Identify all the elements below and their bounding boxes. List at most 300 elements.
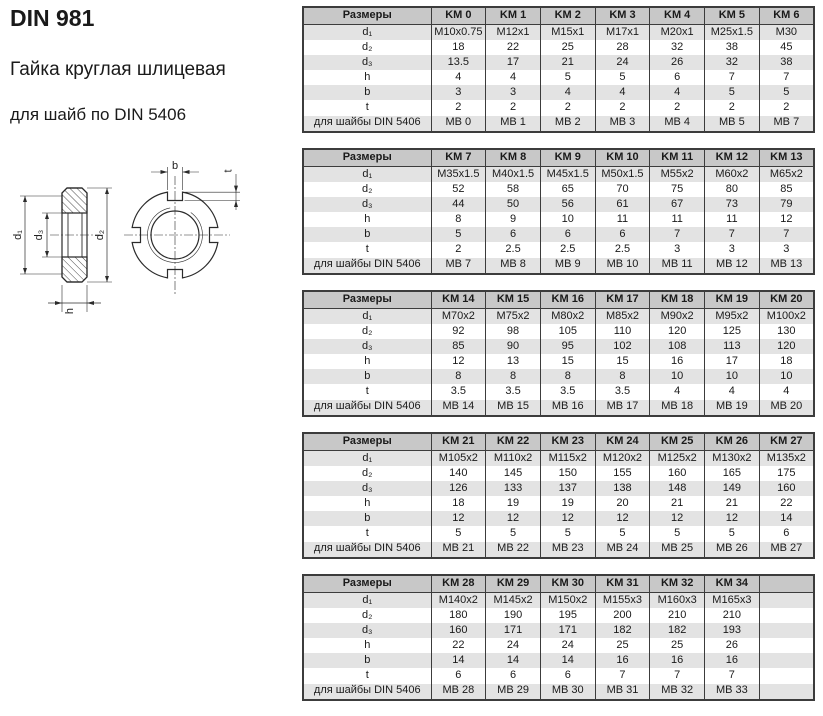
value-cell: 5 (595, 526, 650, 541)
table-row (303, 116, 814, 132)
row-label: b (303, 511, 431, 526)
value-cell: 6 (759, 526, 814, 541)
value-cell: MB 28 (431, 684, 486, 700)
row-label: d₃ (303, 55, 431, 70)
value-cell: 65 (540, 182, 595, 197)
value-cell: 138 (595, 481, 650, 496)
value-cell: 7 (650, 668, 705, 683)
value-cell: MB 20 (759, 400, 814, 416)
value-cell: M17x1 (595, 25, 650, 41)
value-cell: 21 (650, 496, 705, 511)
value-cell: 105 (540, 324, 595, 339)
value-cell: 102 (595, 339, 650, 354)
column-header: KM 22 (486, 433, 541, 451)
value-cell: 14 (431, 653, 486, 668)
value-cell: MB 4 (650, 116, 705, 132)
table-row (303, 25, 814, 41)
value-cell: 9 (486, 212, 541, 227)
page-title: DIN 981 (10, 5, 95, 31)
column-header: KM 7 (431, 149, 486, 167)
row-label: d₁ (303, 167, 431, 183)
value-cell: MB 0 (431, 116, 486, 132)
value-cell: 67 (650, 197, 705, 212)
table-row (303, 400, 814, 416)
value-cell: 22 (486, 40, 541, 55)
value-cell: 5 (705, 85, 760, 100)
value-cell: MB 9 (540, 258, 595, 274)
value-cell: MB 16 (540, 400, 595, 416)
value-cell (759, 684, 814, 700)
table-row (303, 608, 814, 623)
value-cell: M40x1.5 (486, 167, 541, 183)
value-cell: 25 (650, 638, 705, 653)
column-header: KM 14 (431, 291, 486, 309)
row-label: d₁ (303, 309, 431, 325)
value-cell: M10x0.75 (431, 25, 486, 41)
column-header: KM 21 (431, 433, 486, 451)
value-cell: M145x2 (486, 593, 541, 609)
value-cell: 58 (486, 182, 541, 197)
dimension-table-5 (302, 574, 815, 701)
value-cell: 5 (431, 526, 486, 541)
row-label: t (303, 526, 431, 541)
table-row (303, 511, 814, 526)
value-cell: M50x1.5 (595, 167, 650, 183)
value-cell: M165x3 (705, 593, 760, 609)
value-cell: 6 (486, 227, 541, 242)
value-cell: 160 (759, 481, 814, 496)
value-cell: 12 (540, 511, 595, 526)
value-cell: 85 (759, 182, 814, 197)
column-header: KM 4 (650, 7, 705, 25)
dimension-table-3 (302, 290, 815, 417)
value-cell: 44 (431, 197, 486, 212)
value-cell: MB 18 (650, 400, 705, 416)
value-cell (759, 593, 814, 609)
table-row (303, 212, 814, 227)
dim-label-h: h (64, 307, 76, 315)
table-row (303, 85, 814, 100)
value-cell: 210 (705, 608, 760, 623)
row-label: h (303, 354, 431, 369)
value-cell: 171 (486, 623, 541, 638)
value-cell: 120 (759, 339, 814, 354)
value-cell: MB 19 (705, 400, 760, 416)
value-cell: 12 (431, 511, 486, 526)
table-row (303, 55, 814, 70)
value-cell: 126 (431, 481, 486, 496)
value-cell: M140x2 (431, 593, 486, 609)
value-cell: 13 (486, 354, 541, 369)
value-cell: 90 (486, 339, 541, 354)
value-cell: 5 (486, 526, 541, 541)
value-cell: M120x2 (595, 451, 650, 467)
value-cell: 7 (759, 227, 814, 242)
dimension-table-2 (302, 148, 815, 275)
value-cell: 32 (705, 55, 760, 70)
table-row (303, 258, 814, 274)
value-cell: MB 21 (431, 542, 486, 558)
value-cell: 5 (595, 70, 650, 85)
column-header: KM 2 (540, 7, 595, 25)
value-cell: MB 23 (540, 542, 595, 558)
dim-label-d1: d₁ (12, 230, 24, 240)
value-cell: 11 (650, 212, 705, 227)
value-cell: 7 (595, 668, 650, 683)
value-cell: 8 (431, 212, 486, 227)
value-cell: 5 (540, 70, 595, 85)
value-cell: 8 (540, 369, 595, 384)
value-cell: 7 (705, 668, 760, 683)
value-cell: 3.5 (486, 384, 541, 399)
value-cell: 140 (431, 466, 486, 481)
value-cell: 182 (595, 623, 650, 638)
row-label: t (303, 384, 431, 399)
value-cell: 130 (759, 324, 814, 339)
value-cell: 6 (650, 70, 705, 85)
table-row (303, 384, 814, 399)
value-cell: MB 31 (595, 684, 650, 700)
value-cell: 3.5 (540, 384, 595, 399)
table-row (303, 324, 814, 339)
value-cell: 28 (595, 40, 650, 55)
value-cell: 8 (595, 369, 650, 384)
value-cell: 24 (595, 55, 650, 70)
value-cell: 148 (650, 481, 705, 496)
value-cell: 21 (705, 496, 760, 511)
table-row (303, 339, 814, 354)
value-cell: 56 (540, 197, 595, 212)
row-label: h (303, 496, 431, 511)
value-cell: 155 (595, 466, 650, 481)
value-cell: 6 (431, 668, 486, 683)
value-cell: 17 (705, 354, 760, 369)
table-row (303, 526, 814, 541)
corner-header: Размеры (303, 433, 431, 451)
value-cell: 113 (705, 339, 760, 354)
dimension-table-1 (302, 6, 815, 133)
value-cell: 149 (705, 481, 760, 496)
value-cell: 4 (431, 70, 486, 85)
row-label: d₃ (303, 623, 431, 638)
value-cell: 16 (705, 653, 760, 668)
column-header (759, 575, 814, 593)
value-cell: 17 (486, 55, 541, 70)
value-cell: 7 (650, 227, 705, 242)
table-row (303, 542, 814, 558)
column-header: KM 26 (705, 433, 760, 451)
dim-label-d3: d₃ (33, 229, 45, 241)
value-cell: 2 (595, 100, 650, 115)
value-cell: MB 22 (486, 542, 541, 558)
column-header: KM 13 (759, 149, 814, 167)
page-note: для шайб по DIN 5406 (10, 105, 187, 124)
value-cell: 2 (431, 100, 486, 115)
column-header: KM 0 (431, 7, 486, 25)
value-cell: 12 (705, 511, 760, 526)
table-row (303, 100, 814, 115)
value-cell: 12 (431, 354, 486, 369)
value-cell: 2.5 (595, 242, 650, 257)
table-row (303, 354, 814, 369)
row-label: h (303, 212, 431, 227)
value-cell: 7 (759, 70, 814, 85)
value-cell: 145 (486, 466, 541, 481)
row-label: для шайбы DIN 5406 (303, 542, 431, 558)
value-cell: 137 (540, 481, 595, 496)
value-cell: M95x2 (705, 309, 760, 325)
value-cell: 80 (705, 182, 760, 197)
row-label: d₂ (303, 324, 431, 339)
column-header: KM 10 (595, 149, 650, 167)
value-cell: 38 (759, 55, 814, 70)
value-cell: M15x1 (540, 25, 595, 41)
column-header: KM 5 (705, 7, 760, 25)
value-cell: 2 (540, 100, 595, 115)
value-cell: 14 (759, 511, 814, 526)
table-row (303, 227, 814, 242)
table-row (303, 496, 814, 511)
value-cell: 13.5 (431, 55, 486, 70)
row-label: t (303, 242, 431, 257)
row-label: d₃ (303, 197, 431, 212)
row-label: для шайбы DIN 5406 (303, 684, 431, 700)
value-cell: 26 (705, 638, 760, 653)
table-row (303, 451, 814, 467)
value-cell: 6 (540, 227, 595, 242)
value-cell: 4 (705, 384, 760, 399)
value-cell: 3.5 (595, 384, 650, 399)
row-label: для шайбы DIN 5406 (303, 400, 431, 416)
value-cell: 61 (595, 197, 650, 212)
value-cell: 180 (431, 608, 486, 623)
row-label: d₁ (303, 25, 431, 41)
value-cell: MB 29 (486, 684, 541, 700)
value-cell: MB 24 (595, 542, 650, 558)
technical-drawing (0, 140, 300, 325)
row-label: d₂ (303, 182, 431, 197)
corner-header: Размеры (303, 291, 431, 309)
value-cell: 190 (486, 608, 541, 623)
value-cell: 3 (705, 242, 760, 257)
value-cell: MB 15 (486, 400, 541, 416)
page-subtitle: Гайка круглая шлицевая (10, 59, 226, 80)
value-cell: M25x1.5 (705, 25, 760, 41)
value-cell: M12x1 (486, 25, 541, 41)
column-header: KM 24 (595, 433, 650, 451)
table-row (303, 668, 814, 683)
value-cell: 4 (540, 85, 595, 100)
value-cell: M75x2 (486, 309, 541, 325)
column-header: KM 31 (595, 575, 650, 593)
column-header: KM 18 (650, 291, 705, 309)
value-cell: 18 (431, 496, 486, 511)
value-cell: 95 (540, 339, 595, 354)
column-header: KM 3 (595, 7, 650, 25)
column-header: KM 34 (705, 575, 760, 593)
value-cell: 6 (540, 668, 595, 683)
value-cell: 5 (705, 526, 760, 541)
value-cell: 14 (486, 653, 541, 668)
value-cell: 4 (595, 85, 650, 100)
value-cell: M110x2 (486, 451, 541, 467)
value-cell: 5 (431, 227, 486, 242)
value-cell: 85 (431, 339, 486, 354)
value-cell: 25 (540, 40, 595, 55)
table-row (303, 638, 814, 653)
table-row (303, 242, 814, 257)
value-cell: M60x2 (705, 167, 760, 183)
table-row (303, 684, 814, 700)
value-cell: 21 (540, 55, 595, 70)
value-cell: 125 (705, 324, 760, 339)
value-cell: 18 (431, 40, 486, 55)
value-cell: 4 (650, 384, 705, 399)
table-row (303, 182, 814, 197)
row-label: h (303, 638, 431, 653)
value-cell: 5 (650, 526, 705, 541)
value-cell: 11 (595, 212, 650, 227)
row-label: d₁ (303, 593, 431, 609)
table-row (303, 369, 814, 384)
table-row (303, 167, 814, 183)
dimension-tables-container (302, 6, 815, 716)
row-label: для шайбы DIN 5406 (303, 116, 431, 132)
row-label: b (303, 227, 431, 242)
column-header: KM 29 (486, 575, 541, 593)
value-cell: 19 (486, 496, 541, 511)
value-cell: 3.5 (431, 384, 486, 399)
value-cell: 2 (431, 242, 486, 257)
value-cell: 5 (540, 526, 595, 541)
value-cell: 3 (650, 242, 705, 257)
table-row (303, 40, 814, 55)
value-cell: M160x3 (650, 593, 705, 609)
value-cell: 20 (595, 496, 650, 511)
value-cell: M150x2 (540, 593, 595, 609)
corner-header: Размеры (303, 575, 431, 593)
value-cell: MB 7 (759, 116, 814, 132)
value-cell: 92 (431, 324, 486, 339)
value-cell: MB 25 (650, 542, 705, 558)
row-label: d₂ (303, 40, 431, 55)
column-header: KM 30 (540, 575, 595, 593)
value-cell: 24 (486, 638, 541, 653)
value-cell: 98 (486, 324, 541, 339)
value-cell: M35x1.5 (431, 167, 486, 183)
dim-label-b: b (171, 160, 179, 172)
value-cell: 2 (486, 100, 541, 115)
value-cell: 16 (595, 653, 650, 668)
value-cell: 12 (650, 511, 705, 526)
table-row (303, 197, 814, 212)
column-header: KM 16 (540, 291, 595, 309)
column-header: KM 6 (759, 7, 814, 25)
value-cell: M105x2 (431, 451, 486, 467)
value-cell: 70 (595, 182, 650, 197)
corner-header: Размеры (303, 149, 431, 167)
dimension-table-4 (302, 432, 815, 559)
row-label: d₂ (303, 608, 431, 623)
value-cell: 133 (486, 481, 541, 496)
value-cell: M70x2 (431, 309, 486, 325)
value-cell: 2 (705, 100, 760, 115)
value-cell: 75 (650, 182, 705, 197)
column-header: KM 28 (431, 575, 486, 593)
value-cell: 4 (759, 384, 814, 399)
corner-header: Размеры (303, 7, 431, 25)
value-cell: 2.5 (486, 242, 541, 257)
value-cell: 2 (759, 100, 814, 115)
value-cell: MB 7 (431, 258, 486, 274)
value-cell: 12 (486, 511, 541, 526)
value-cell: MB 33 (705, 684, 760, 700)
value-cell: 2.5 (540, 242, 595, 257)
value-cell: 110 (595, 324, 650, 339)
value-cell: 4 (650, 85, 705, 100)
row-label: h (303, 70, 431, 85)
dim-label-d2: d₂ (94, 229, 106, 241)
value-cell: 26 (650, 55, 705, 70)
column-header: KM 11 (650, 149, 705, 167)
table-row (303, 70, 814, 85)
value-cell: 45 (759, 40, 814, 55)
value-cell: 160 (431, 623, 486, 638)
value-cell: MB 8 (486, 258, 541, 274)
table-row (303, 309, 814, 325)
value-cell: MB 27 (759, 542, 814, 558)
value-cell: M90x2 (650, 309, 705, 325)
value-cell: MB 30 (540, 684, 595, 700)
row-label: d₁ (303, 451, 431, 467)
value-cell: 24 (540, 638, 595, 653)
value-cell: 6 (595, 227, 650, 242)
value-cell: 38 (705, 40, 760, 55)
row-label: t (303, 668, 431, 683)
value-cell (759, 623, 814, 638)
value-cell: M55x2 (650, 167, 705, 183)
column-header: KM 1 (486, 7, 541, 25)
value-cell: 15 (540, 354, 595, 369)
value-cell: 25 (595, 638, 650, 653)
column-header: KM 32 (650, 575, 705, 593)
value-cell: M130x2 (705, 451, 760, 467)
value-cell: 3 (759, 242, 814, 257)
row-label: d₂ (303, 466, 431, 481)
column-header: KM 25 (650, 433, 705, 451)
value-cell: 15 (595, 354, 650, 369)
row-label: b (303, 653, 431, 668)
value-cell: M65x2 (759, 167, 814, 183)
value-cell: 150 (540, 466, 595, 481)
value-cell (759, 638, 814, 653)
value-cell (759, 653, 814, 668)
column-header: KM 8 (486, 149, 541, 167)
value-cell: 22 (431, 638, 486, 653)
table-row (303, 623, 814, 638)
table-row (303, 481, 814, 496)
value-cell: 16 (650, 653, 705, 668)
value-cell: M100x2 (759, 309, 814, 325)
value-cell: 182 (650, 623, 705, 638)
value-cell: 12 (595, 511, 650, 526)
row-label: d₃ (303, 339, 431, 354)
row-label: b (303, 85, 431, 100)
column-header: KM 20 (759, 291, 814, 309)
value-cell: MB 10 (595, 258, 650, 274)
side-view (12, 188, 112, 314)
value-cell: M45x1.5 (540, 167, 595, 183)
